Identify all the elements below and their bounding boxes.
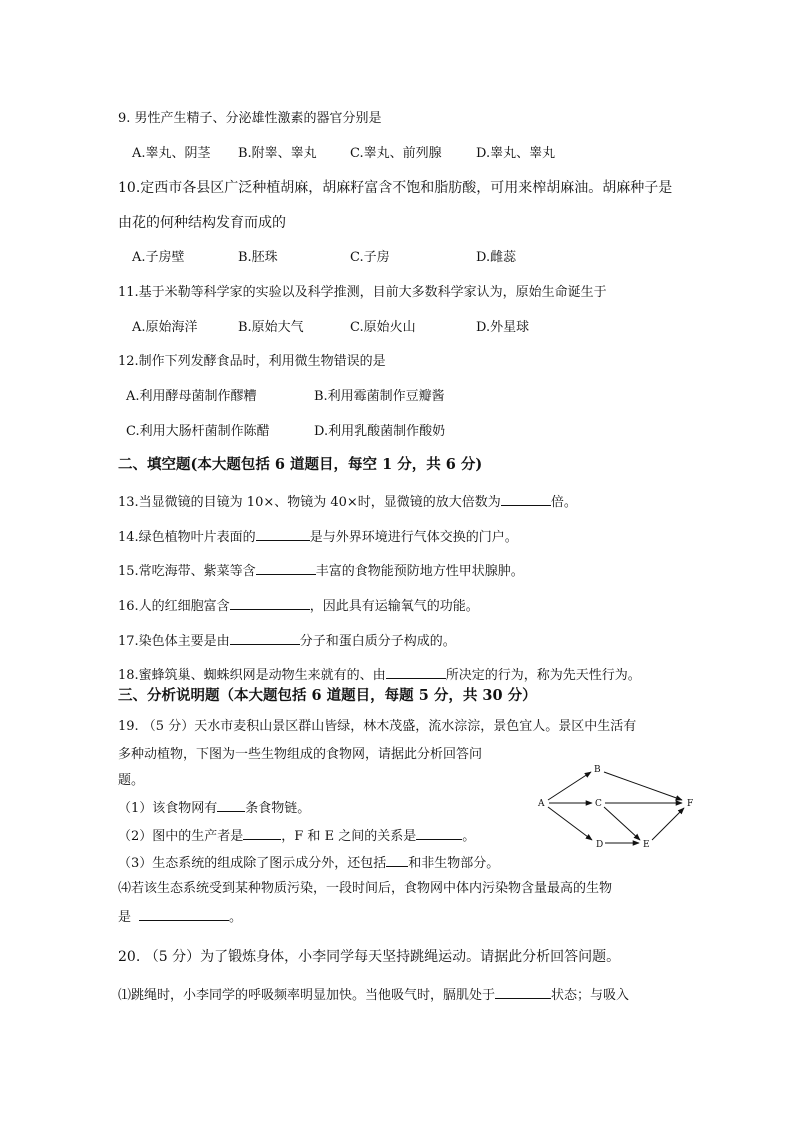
q16 bbox=[118, 596, 479, 616]
q19-sub2-blank2[interactable] bbox=[416, 826, 462, 840]
q19-sub4-blank[interactable] bbox=[139, 907, 229, 921]
q19-sub4-before: 是 bbox=[118, 910, 132, 925]
food-web-edges bbox=[548, 772, 684, 843]
node-e: E bbox=[643, 840, 650, 850]
q11-stem: 11.基于米勒等科学家的实验以及科学推测，目前大多数科学家认为，原始生命诞生于 bbox=[118, 285, 607, 300]
q18-answer-blank[interactable] bbox=[386, 665, 446, 679]
q19-sub2-mid: ，F 和 E 之间的关系是 bbox=[281, 829, 417, 844]
q19-sub3-blank[interactable] bbox=[386, 853, 408, 867]
q11-option-b: B.原始大气 bbox=[238, 320, 304, 335]
q9-option-a: A.睾丸、阴茎 bbox=[132, 146, 211, 161]
q17 bbox=[118, 631, 456, 651]
node-d: D bbox=[596, 840, 604, 850]
q15-text-after: 丰富的食物能预防地方性甲状腺肿。 bbox=[315, 564, 524, 579]
q11-option-d: D.外星球 bbox=[476, 320, 530, 335]
q14-answer-blank[interactable] bbox=[256, 527, 310, 541]
q17-text-after: 分子和蛋白质分子构成的。 bbox=[299, 634, 456, 649]
node-a: A bbox=[538, 799, 545, 809]
q20-stem: 20. （5 分）为了锻炼身体，小李同学每天坚持跳绳运动。请据此分析回答问题。 bbox=[118, 949, 621, 965]
node-f: F bbox=[687, 799, 694, 809]
q14 bbox=[118, 527, 518, 547]
q19-sub2-after: 。 bbox=[462, 829, 476, 844]
q20-sub1-blank[interactable] bbox=[495, 985, 551, 999]
edge-a-b bbox=[548, 772, 591, 800]
q18-text-before: 18.蜜蜂筑巢、蜘蛛织网是动物生来就有的、由 bbox=[118, 668, 386, 683]
q19-sub2-before: （2）图中的生产者是 bbox=[118, 829, 244, 844]
q18-text-after: 所决定的行为，称为先天性行为。 bbox=[445, 668, 641, 683]
q13-text-after: 倍。 bbox=[550, 495, 577, 510]
q10-option-c: C.子房 bbox=[350, 250, 390, 265]
q19-sub4-line1: ⑷若该生态系统受到某种物质污染，一段时间后，食物网中体内污染物含量最高的生物 bbox=[118, 881, 613, 896]
section3-title: 三、分析说明题（本大题包括 6 道题目，每题 5 分，共 30 分） bbox=[118, 687, 537, 704]
q12-option-b: B.利用霉菌制作豆瓣酱 bbox=[314, 389, 445, 404]
q16-text-before: 16.人的红细胞富含 bbox=[118, 599, 230, 614]
q15 bbox=[118, 561, 524, 581]
q9-option-d: D.睾丸、睾丸 bbox=[476, 146, 556, 161]
q20-sub1-after: 状态；与吸入 bbox=[551, 988, 630, 1003]
q11-option-a: A.原始海洋 bbox=[132, 320, 198, 335]
q10-option-b: B.胚珠 bbox=[238, 250, 278, 265]
q19-sub2-blank1[interactable] bbox=[243, 826, 281, 840]
q9-option-c: C.睾丸、前列腺 bbox=[350, 146, 442, 161]
edge-a-d bbox=[548, 807, 592, 840]
q20-sub1-before: ⑴跳绳时，小李同学的呼吸频率明显加快。当他吸气时，膈肌处于 bbox=[118, 988, 496, 1003]
q14-text-after: 是与外界环境进行气体交换的门户。 bbox=[309, 530, 518, 545]
q17-text-before: 17.染色体主要是由 bbox=[118, 634, 230, 649]
food-web-diagram bbox=[532, 762, 702, 854]
q14-text-before: 14.绿色植物叶片表面的 bbox=[118, 530, 256, 545]
q12-stem: 12.制作下列发酵食品时，利用微生物错误的是 bbox=[118, 354, 386, 369]
q19-sub3 bbox=[118, 853, 499, 873]
q18 bbox=[118, 665, 641, 685]
q15-text-before: 15.常吃海带、紫菜等含 bbox=[118, 564, 256, 579]
q19-sub4-after: 。 bbox=[229, 910, 243, 925]
section2-title: 二、填空题(本大题包括 6 道题目，每空 1 分，共 6 分) bbox=[118, 456, 483, 473]
q19-sub3-before: （3）生态系统的组成除了图示成分外，还包括 bbox=[118, 856, 387, 871]
q12-option-c: C.利用大肠杆菌制作陈醋 bbox=[126, 424, 270, 439]
q19-sub3-after: 和非生物部分。 bbox=[408, 856, 500, 871]
q10-stem-line2: 由花的何种结构发育而成的 bbox=[118, 215, 286, 231]
q19-sub1-blank[interactable] bbox=[217, 798, 245, 812]
q20-sub1 bbox=[118, 985, 629, 1005]
q10-stem-line1: 10.定西市各县区广泛种植胡麻，胡麻籽富含不饱和脂肪酸，可用来榨胡麻油。胡麻种子是 bbox=[118, 180, 673, 196]
q19-stem-line3: 题。 bbox=[118, 773, 145, 788]
q15-answer-blank[interactable] bbox=[256, 561, 316, 575]
q16-text-after: ，因此具有运输氧气的功能。 bbox=[309, 599, 479, 614]
q10-option-a: A.子房壁 bbox=[132, 250, 185, 265]
q16-answer-blank[interactable] bbox=[230, 596, 310, 610]
q13-text-before: 13.当显微镜的目镜为 10×、物镜为 40×时，显微镜的放大倍数为 bbox=[118, 495, 501, 510]
q19-sub1-after: 条食物链。 bbox=[245, 801, 311, 816]
q10-option-d: D.雌蕊 bbox=[476, 250, 517, 265]
q13-answer-blank[interactable] bbox=[501, 492, 551, 506]
q12-option-d: D.利用乳酸菌制作酸奶 bbox=[314, 424, 446, 439]
q17-answer-blank[interactable] bbox=[230, 631, 300, 645]
edge-c-e bbox=[604, 807, 640, 840]
q19-stem-line1: 19. （5 分）天水市麦积山景区群山皆绿，林木茂盛，流水淙淙，景色宜人。景区中生活有 bbox=[118, 719, 637, 734]
node-c: C bbox=[595, 799, 602, 809]
q9-option-b: B.附睾、睾丸 bbox=[238, 146, 317, 161]
edge-e-f bbox=[652, 808, 684, 840]
q19-stem-line2: 多种动植物，下图为一些生物组成的食物网，请据此分析回答问 bbox=[118, 747, 483, 762]
q19-sub1 bbox=[118, 798, 310, 818]
q12-option-a: A.利用酵母菌制作醪糟 bbox=[126, 389, 257, 404]
edge-b-f bbox=[604, 772, 682, 800]
node-b: B bbox=[594, 765, 601, 775]
q9-stem: 9. 男性产生精子、分泌雄性激素的器官分别是 bbox=[118, 111, 382, 126]
q19-sub2 bbox=[118, 826, 475, 846]
q19-sub1-before: （1）该食物网有 bbox=[118, 801, 218, 816]
q19-sub4-line2 bbox=[118, 907, 242, 927]
q11-option-c: C.原始火山 bbox=[350, 320, 416, 335]
q13 bbox=[118, 492, 577, 512]
